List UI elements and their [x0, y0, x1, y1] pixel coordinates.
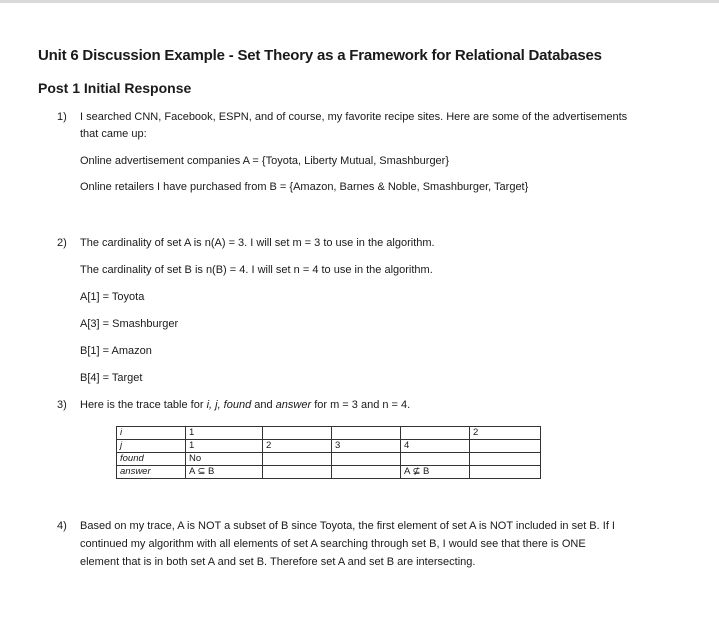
a1-value: A[1] = Toyota — [80, 291, 145, 303]
trace-row-label: answer — [117, 466, 186, 479]
trace-cell: A ⊈ B — [401, 466, 470, 479]
page-title: Unit 6 Discussion Example - Set Theory as a Framework for Relational Databases — [38, 47, 602, 64]
trace-row-label: j — [117, 440, 186, 453]
trace-table — [116, 426, 541, 479]
trace-row — [117, 427, 541, 440]
trace-row — [117, 440, 541, 453]
top-border — [0, 0, 719, 3]
post-subtitle: Post 1 Initial Response — [38, 80, 192, 96]
trace-cell — [401, 427, 470, 440]
trace-cell: A ⊆ B — [186, 466, 263, 479]
cardinality-b: The cardinality of set B is n(B) = 4. I will set n = 4 to use in the algorithm. — [80, 264, 433, 276]
trace-row-label: found — [117, 453, 186, 466]
trace-row-label: i — [117, 427, 186, 440]
trace-cell — [263, 466, 332, 479]
a3-value: A[3] = Smashburger — [80, 318, 179, 330]
trace-cell: 2 — [263, 440, 332, 453]
trace-cell — [332, 427, 401, 440]
item-1-line-2: that came up: — [80, 128, 147, 140]
trace-row — [117, 453, 541, 466]
trace-cell — [401, 453, 470, 466]
item-2-number: 2) — [57, 237, 67, 249]
trace-cell — [470, 453, 541, 466]
trace-cell: 4 — [401, 440, 470, 453]
trace-cell — [332, 453, 401, 466]
item-1-number: 1) — [57, 111, 67, 123]
trace-row — [117, 466, 541, 479]
item-4-line-3: element that is in both set A and set B. Therefore set A and set B are intersecting. — [80, 556, 476, 568]
item-4-line-1: Based on my trace, A is NOT a subset of B since Toyota, the first element of set A is NOT included in set B. If I — [80, 520, 615, 532]
b4-value: B[4] = Target — [80, 372, 143, 384]
trace-cell: No — [186, 453, 263, 466]
trace-cell — [470, 466, 541, 479]
item-4-line-2: continued my algorithm with all elements of set A searching through set B, I would see that there is ONE — [80, 538, 586, 550]
set-b-definition: Online retailers I have purchased from B = {Amazon, Barnes & Noble, Smashburger, Target} — [80, 181, 529, 193]
trace-cell — [470, 440, 541, 453]
item-1-line-1: I searched CNN, Facebook, ESPN, and of course, my favorite recipe sites. Here are some of the advertisements — [80, 111, 628, 123]
item-3-text: Here is the trace table for i, j, found and answer for m = 3 and n = 4. — [80, 399, 411, 411]
trace-cell — [263, 427, 332, 440]
trace-cell: 1 — [186, 440, 263, 453]
cardinality-a: The cardinality of set A is n(A) = 3. I will set m = 3 to use in the algorithm. — [80, 237, 435, 249]
trace-cell: 2 — [470, 427, 541, 440]
set-a-definition: Online advertisement companies A = {Toyota, Liberty Mutual, Smashburger} — [80, 155, 450, 167]
trace-cell — [263, 453, 332, 466]
b1-value: B[1] = Amazon — [80, 345, 152, 357]
trace-cell: 3 — [332, 440, 401, 453]
item-3-number: 3) — [57, 399, 67, 411]
trace-cell: 1 — [186, 427, 263, 440]
trace-cell — [332, 466, 401, 479]
item-4-number: 4) — [57, 520, 67, 532]
